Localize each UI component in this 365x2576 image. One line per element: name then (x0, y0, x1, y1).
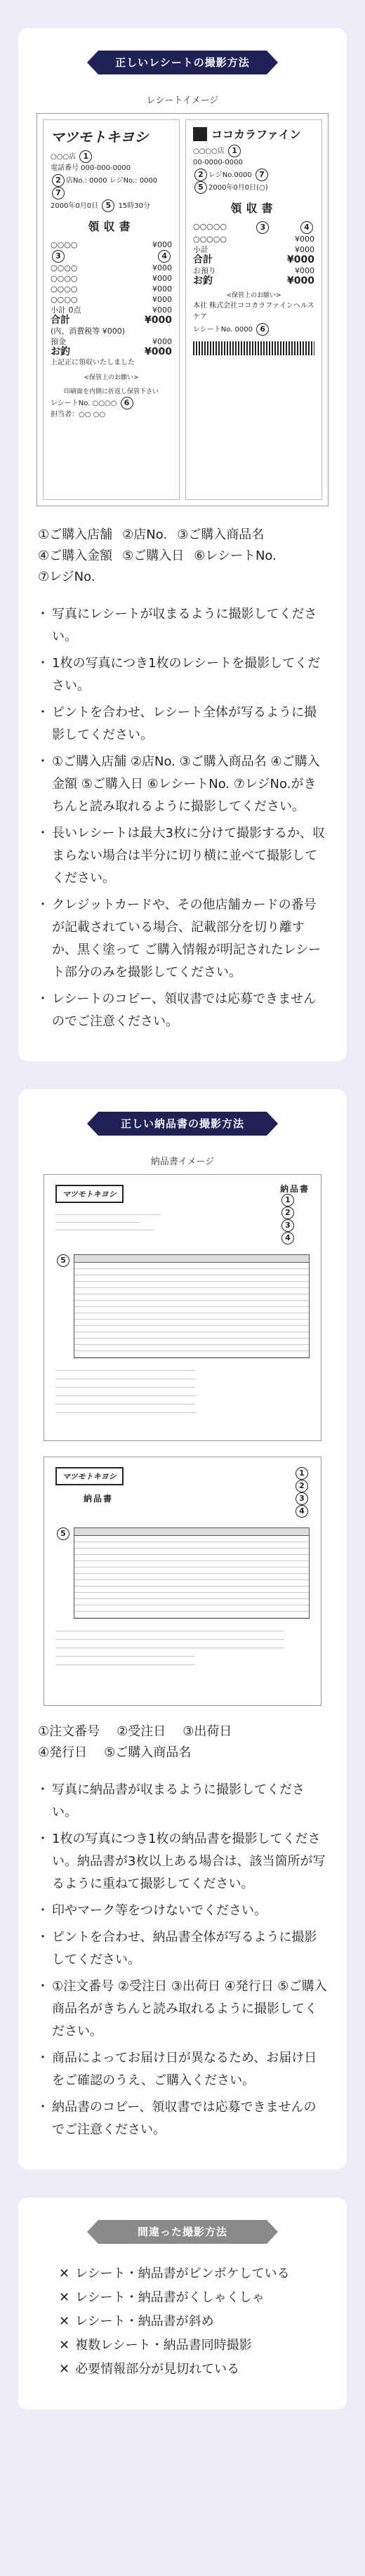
receipt-item-row: ○○○○ ¥000 (51, 240, 173, 249)
receipt-item-row: ○○○○ ¥000 (51, 284, 173, 294)
instruction-item: ・ ピントを合わせ、納品書全体が写るように撮影してください。 (36, 1926, 328, 1971)
receipt-item-row: ○○○○ ¥000 (51, 274, 173, 283)
legend-item: ⑤ご購入商品名 (104, 1745, 192, 1760)
receipt-sample-b (185, 119, 322, 500)
marker-7: 7 (255, 169, 268, 181)
receipt-b-store: ○○○○店 1 (193, 145, 314, 157)
receipt-tax: (内、消費税等 ¥000) (51, 327, 126, 336)
marker-1: 1 (228, 145, 241, 157)
delivery-image-caption: 納品書イメージ (150, 1157, 215, 1167)
marker-6: 6 (256, 323, 269, 336)
receipt-b-reg: 2 レジNo.0000 7 (193, 169, 314, 181)
wrong-method-item: ✕ レシート・納品書がくしゃくしゃ (59, 2286, 310, 2310)
receipt-legend (38, 525, 327, 588)
marker-1: 1 (281, 1194, 294, 1207)
cross-icon: ✕ (59, 2266, 70, 2281)
delivery-note-sample-2 (44, 1457, 321, 1706)
receipt-b-tel: 00-0000-0000 (192, 159, 243, 166)
marker-3: 3 (296, 1492, 308, 1505)
marker-4: 4 (296, 1505, 308, 1518)
legend-item: ⑦レジNo. (38, 570, 95, 584)
marker-2: 2 (52, 174, 65, 187)
marker-5: 5 (102, 199, 114, 212)
marker-4: 4 (300, 221, 313, 234)
receipt-tel: 電話番号 000-000-0000 (51, 164, 131, 172)
dn-logo: マツモトキヨシ (55, 1467, 124, 1485)
receipt-b-item: ○○○○○ ¥000 (192, 235, 314, 244)
marker-2: 2 (281, 1207, 294, 1219)
cross-icon: ✕ (59, 2290, 70, 2305)
legend-item: ④発行日 (38, 1745, 88, 1760)
receipt-b-title: 領収書 (230, 202, 277, 215)
receipt-number: レシートNo. ○○○○ 6 (51, 397, 172, 409)
instruction-item: ・ 1枚の写真につき1枚のレシートを撮影してください。 (36, 652, 328, 697)
receipt-deposit: 預金 ¥000 (51, 337, 173, 346)
receipt-item-row: ○○○○ ¥000 (51, 263, 173, 272)
dn-logo: マツモトキヨシ (55, 1185, 124, 1203)
legend-item: ③ご購入商品名 (177, 527, 265, 542)
receipt-brand-b: ココカラファイン (193, 126, 314, 142)
legend-item: ①注文番号 (38, 1724, 100, 1739)
delivery-section-title: 正しい納品書の撮影方法 (98, 1112, 267, 1136)
receipt-image-caption: レシートイメージ (146, 96, 219, 106)
instruction-item: ・ 商品によってお届け日が異なるため、お届け日をご確認のうえ、ご購入ください。 (36, 2047, 328, 2092)
marker-3: 3 (256, 221, 269, 234)
legend-item: ⑥レシートNo. (194, 548, 277, 563)
receipt-date: 2000年0月0日 5 15時30分 (51, 199, 172, 212)
marker-7: 7 (52, 187, 65, 199)
instruction-item: ・ 長いレシートは最大3枚に分けて撮影するか、収まらない場合は半分に切り横に並べて撮影してください。 (36, 822, 328, 890)
receipt-change: お釣 ¥000 (51, 346, 173, 357)
instruction-item: ・ 1枚の写真につき1枚の納品書を撮影してください。納品書が3枚以上ある場合は、該当箇所が写るように重ねて撮影してください。 (36, 1828, 328, 1895)
legend-item: ②受注日 (117, 1724, 166, 1739)
wrong-methods-list (59, 2262, 310, 2381)
receipt-b-number: レシートNo. 0000 6 (193, 323, 314, 336)
instruction-item: ・ ①注文番号 ②受注日 ③出荷日 ④発行日 ⑤ご購入商品名がきちんと読み取れるように撮影してください。 (36, 1976, 328, 2043)
wrong-method-item: ✕ 複数レシート・納品書同時撮影 (59, 2334, 310, 2358)
instruction-item: ・ 印やマーク等をつけないでください。 (36, 1900, 328, 1922)
receipt-b-footer: 本社 株式会社ココカラファインヘルスケア (192, 302, 314, 321)
marker-4: 4 (158, 250, 171, 263)
instruction-item: ・ クレジットカードや、その他店舗カードの番号が記載されている場合、記載部分を切り離すか、黒く塗って ご購入情報が明記されたレシート部分のみを撮影してください。 (36, 894, 328, 984)
legend-item: ②店No. (122, 527, 168, 542)
receipt-b-deposit: お預り ¥000 (192, 266, 314, 275)
marker-2: 2 (296, 1480, 308, 1492)
receipt-b-subtotal: 小計 ¥000 (192, 245, 314, 254)
receipt-guide-card (18, 28, 347, 1061)
instruction-item: ・ 写真にレシートが収まるように撮影してください。 (36, 603, 328, 648)
receipt-notice: <保管上のお願い> (84, 374, 139, 381)
marker-6: 6 (121, 397, 133, 409)
dn-table (74, 1254, 310, 1358)
receipt-sample-a (43, 119, 180, 500)
delivery-legend (38, 1721, 327, 1763)
wrong-method-item: ✕ レシート・納品書が斜め (59, 2310, 310, 2334)
receipt-instructions (36, 603, 328, 1033)
cross-icon: ✕ (59, 2314, 70, 2329)
cross-icon: ✕ (59, 2362, 70, 2377)
marker-5: 5 (57, 1254, 69, 1267)
receipt-illustration (36, 113, 328, 506)
dn-title: 納品書 (279, 1184, 310, 1194)
legend-item: ④ご購入金額 (38, 548, 113, 563)
instruction-item: ・ 写真に納品書が収まるように撮影してください。 (36, 1779, 328, 1824)
instruction-item: ・ ピントを合わせ、レシート全体が写るように撮影してください。 (36, 702, 328, 747)
receipt-title: 領収書 (88, 220, 135, 233)
receipt-store: ○○○店 1 (51, 150, 172, 163)
instruction-item: ・ ①ご購入店舗 ②店No. ③ご購入商品名 ④ご購入金額 ⑤ご購入日 ⑥レシートNo. ⑦レジNo.がきちんと読み取れるように撮影してください。 (36, 751, 328, 818)
marker-5: 5 (194, 181, 207, 194)
receipt-b-item: ○○○○○ 3 4 (193, 221, 314, 234)
receipt-b-change: お釣 ¥000 (192, 275, 314, 287)
wrong-method-item: ✕ レシート・納品書がピンボケしている (59, 2262, 310, 2286)
receipt-item-row: ○○○○ ¥000 (51, 295, 173, 304)
marker-4: 4 (281, 1232, 294, 1244)
receipt-subtotal: 小計 0点 ¥000 (51, 305, 173, 315)
receipt-b-total: 合計 ¥000 (192, 254, 314, 265)
brand-logo-icon (193, 127, 207, 141)
delivery-instructions (36, 1779, 328, 2141)
legend-item: ⑤ご購入日 (122, 548, 185, 563)
marker-3: 3 (281, 1219, 294, 1232)
wrong-section-title: 間違った撮影方法 (98, 2220, 267, 2244)
receipt-notice2: 印刷面を内側に折返し保管下さい (64, 388, 159, 395)
receipt-brand: マツモトキヨシ (51, 129, 149, 145)
receipt-b-date: 5 2000年0月0日(○) (193, 181, 314, 194)
receipt-total: 合計 ¥000 (51, 315, 173, 326)
legend-item: ①ご購入店舗 (38, 527, 113, 542)
marker-2: 2 (194, 169, 207, 181)
delivery-note-guide-card (18, 1089, 347, 2169)
delivery-note-sample-1 (44, 1174, 321, 1441)
receipt-section-title: 正しいレシートの撮影方法 (98, 51, 267, 74)
marker-1: 1 (79, 150, 92, 163)
marker-3: 3 (52, 250, 65, 263)
dn-title: 納品書 (84, 1494, 114, 1504)
cross-icon: ✕ (59, 2338, 70, 2353)
barcode-icon (193, 341, 314, 355)
marker-1: 1 (296, 1467, 308, 1480)
receipt-b-notice: <保管上のお願い> (226, 292, 281, 299)
marker-5: 5 (57, 1527, 69, 1540)
receipt-store-no: 2 店No.: 0000 レジNo.: 00007 (51, 174, 172, 199)
dn-table (74, 1527, 310, 1619)
wrong-methods-card (18, 2197, 347, 2410)
instruction-item: ・ レシートのコピー、領収書では応募できませんのでご注意ください。 (36, 988, 328, 1033)
receipt-cashier: 担当者：○○ ○○ (51, 411, 106, 419)
wrong-method-item: ✕ 必要情報部分が見切れている (59, 2358, 310, 2381)
instruction-item: ・ 納品書のコピー、領収書では応募できませんのでご注意ください。 (36, 2096, 328, 2141)
receipt-item-row (51, 250, 172, 263)
legend-item: ③出荷日 (182, 1724, 232, 1739)
receipt-received-note: 上記正に領収いたしました (51, 359, 135, 367)
